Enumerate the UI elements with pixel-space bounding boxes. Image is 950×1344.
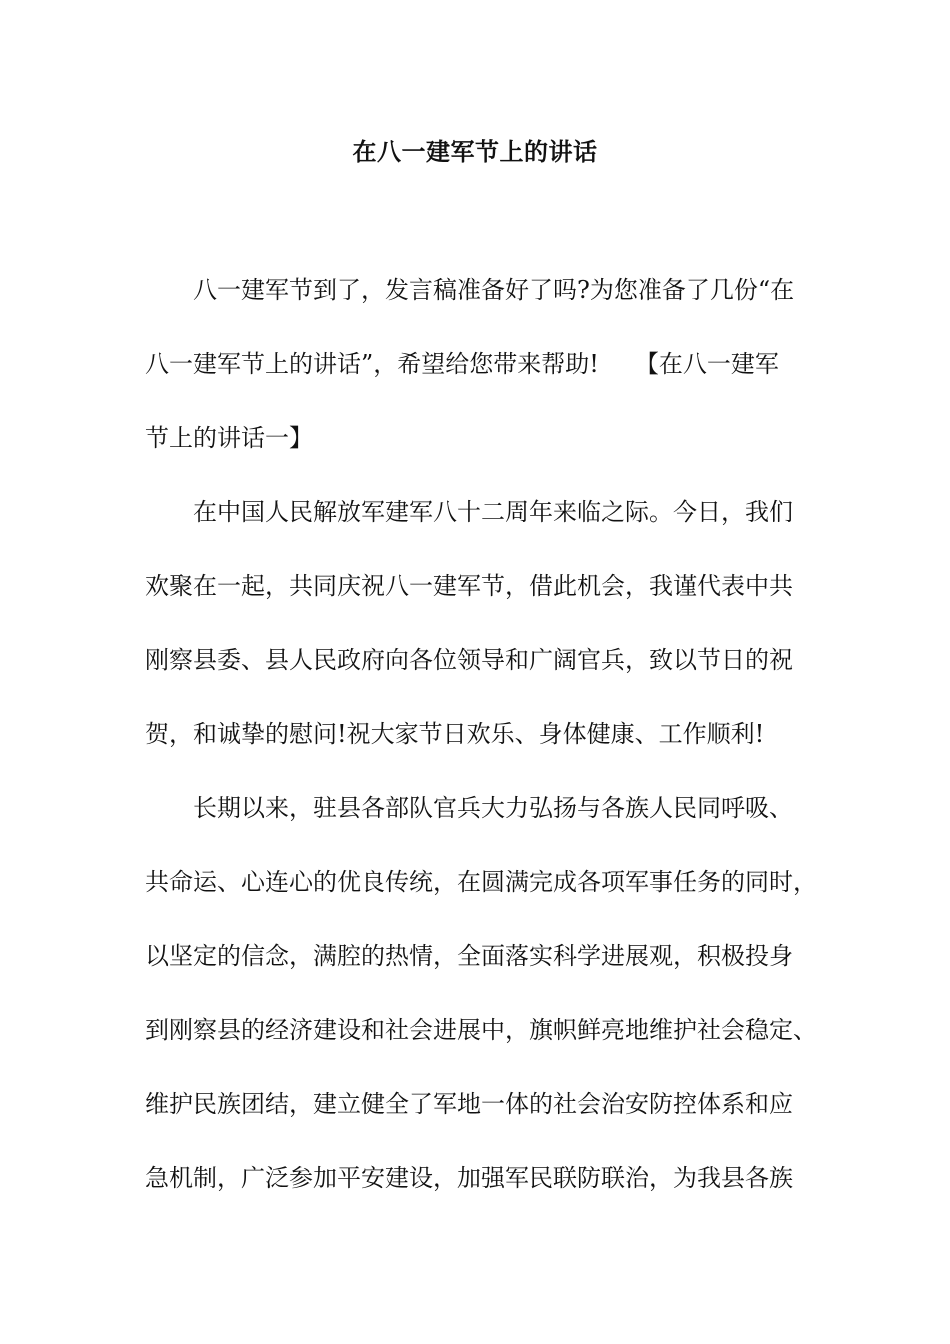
paragraph-3 — [145, 771, 825, 1215]
paragraph-line: 欢聚在一起，共同庆祝八一建军节，借此机会，我谨代表中共 — [145, 572, 793, 600]
paragraph-line: 贺，和诚挚的慰问!祝大家节日欢乐、身体健康、工作顺利! — [145, 720, 765, 748]
paragraph-line: 刚察县委、县人民政府向各位领导和广阔官兵，致以节日的祝 — [145, 646, 793, 674]
paragraph-line: 急机制，广泛参加平安建设，加强军民联防联治，为我县各族 — [145, 1164, 793, 1192]
paragraph-line: 维护民族团结，建立健全了军地一体的社会治安防控体系和应 — [145, 1090, 793, 1118]
paragraph-line: 共命运、心连心的优良传统，在圆满完成各项军事任务的同时， — [145, 868, 817, 896]
paragraph-line: 节上的讲话一】 — [145, 424, 313, 452]
paragraph-line: 长期以来，驻县各部队官兵大力弘扬与各族人民同呼吸、 — [193, 794, 793, 822]
document-body — [145, 253, 825, 1215]
paragraph-line: 以坚定的信念，满腔的热情，全面落实科学进展观，积极投身 — [145, 942, 793, 970]
paragraph-1 — [145, 253, 825, 475]
paragraph-line: 八一建军节上的讲话”，希望给您带来帮助! 【在八一建军 — [145, 350, 779, 378]
paragraph-line: 到刚察县的经济建设和社会进展中，旗帜鲜亮地维护社会稳定、 — [145, 1016, 817, 1044]
paragraph-2 — [145, 475, 825, 771]
paragraph-line: 八一建军节到了，发言稿准备好了吗?为您准备了几份“在 — [193, 276, 795, 304]
document-title: 在八一建军节上的讲话 — [352, 138, 598, 166]
paragraph-line: 在中国人民解放军建军八十二周年来临之际。今日，我们 — [193, 498, 793, 526]
